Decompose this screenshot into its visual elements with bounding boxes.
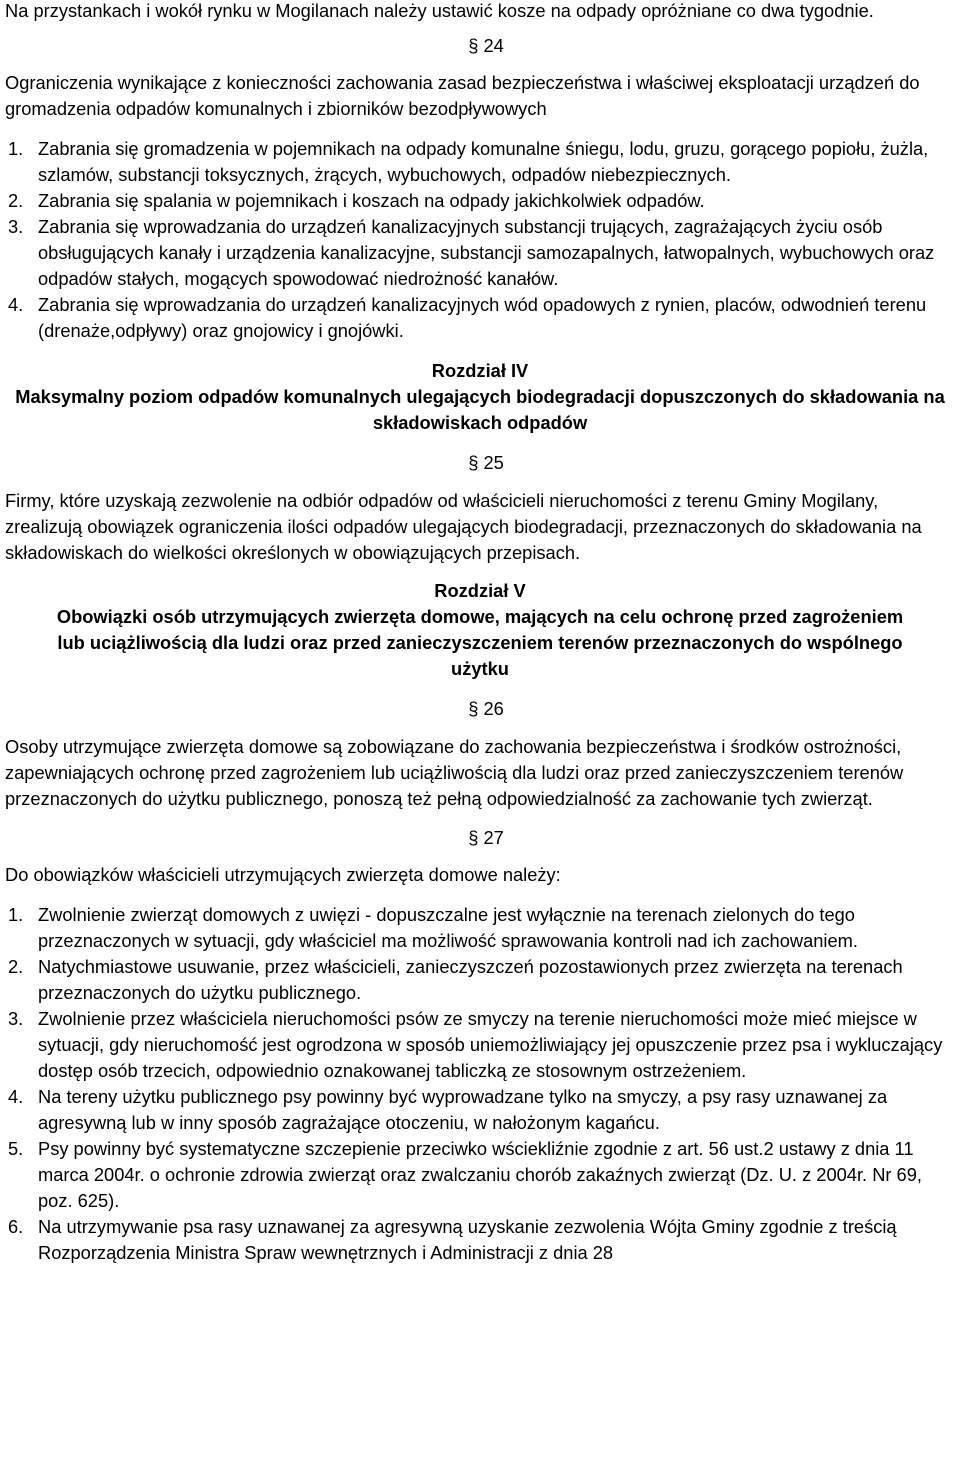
chapter-5-title: Obowiązki osób utrzymujących zwierzęta domowe, mających na celu ochronę przed zagrożeniem lub uciążliwością dla ludzi oraz przed zanieczyszczeniem terenów przeznaczonych do wspólnego użytku <box>56 606 904 679</box>
list-item-text: Na utrzymywanie psa rasy uznawanej za agresywną uzyskanie zezwolenia Wójta Gminy zgodnie z treścią Rozporządzenia Ministra Spraw wewnętrznych i Administracji z dnia 28 <box>38 1216 897 1263</box>
list-item-text: Zabrania się spalania w pojemnikach i koszach na odpady jakichkolwiek odpadów. <box>38 190 705 211</box>
section-24-mark: § 24 <box>468 35 504 56</box>
list-item-text: Zwolnienie zwierząt domowych z uwięzi - dopuszczalne jest wyłącznie na terenach zielonych do tego przeznaczonych w sytuacji, gdy właściciel ma możliwość sprawowania kontroli nad ich zachowaniem. <box>38 904 858 951</box>
list-item-number: 4. <box>8 1086 24 1107</box>
list-item <box>5 1084 955 1136</box>
list-item-text: Zabrania się gromadzenia w pojemnikach na odpady komunalne śniegu, lodu, gruzu, gorącego popiołu, żużla, szlamów, substancji toksycznych, żrących, wybuchowych, odpadów niebezpiecznych. <box>38 138 929 185</box>
section-24-title: Ograniczenia wynikające z konieczności zachowania zasad bezpieczeństwa i właściwej eksploatacji urządzeń do gromadzenia odpadów komunalnych i zbiorników bezodpływowych <box>5 72 920 119</box>
document-page <box>5 0 955 1266</box>
list-item-number: 2. <box>8 956 24 977</box>
list-item-number: 4. <box>8 294 24 315</box>
list-item-text: Zwolnienie przez właściciela nieruchomości psów ze smyczy na terenie nieruchomości może mieć miejsce w sytuacji, gdy nieruchomość jest ogrodzona w sposób uniemożliwiający jej opuszczenie przez psa i wykluczający dostęp osób trzecich, odpowiednio oznakowanej tabliczką ze stosownym ostrzeżeniem. <box>38 1008 943 1081</box>
section-26-paragraph: Osoby utrzymujące zwierzęta domowe są zobowiązane do zachowania bezpieczeństwa i środków ostrożności, zapewniających ochronę przed zagrożeniem lub uciążliwością dla ludzi oraz przed zanieczyszczeniem terenów przeznaczonych do użytku publicznego, ponoszą też pełną odpowiedzialność za zachowanie tych zwierząt. <box>5 736 904 809</box>
list-item <box>5 188 955 214</box>
list-item <box>5 902 955 954</box>
chapter-4-label: Rozdział IV <box>431 360 529 381</box>
intro-paragraph: Na przystankach i wokół rynku w Mogilanach należy ustawić kosze na odpady opróżniane co dwa tygodnie. <box>5 0 874 21</box>
chapter-4-title: Maksymalny poziom odpadów komunalnych ulegających biodegradacji dopuszczonych do składowania na składowiskach odpadów <box>15 386 945 433</box>
chapter-5-label: Rozdział V <box>434 580 526 601</box>
list-item-number: 3. <box>8 216 24 237</box>
list-item <box>5 954 955 1006</box>
list-item-text: Natychmiastowe usuwanie, przez właścicieli, zanieczyszczeń pozostawionych przez zwierzęta na terenach przeznaczonych do użytku publicznego. <box>38 956 903 1003</box>
list-item <box>5 1214 955 1266</box>
list-item <box>5 136 955 188</box>
list-item <box>5 1006 955 1084</box>
section-24-list <box>5 136 955 344</box>
list-item-number: 1. <box>8 904 24 925</box>
list-item <box>5 214 955 292</box>
list-item-text: Psy powinny być systematyczne szczepienie przeciwko wściekliźnie zgodnie z art. 56 ust.2 ustawy z dnia 11 marca 2004r. o ochronie zdrowia zwierząt oraz zwalczaniu chorób zakaźnych zwierząt (Dz. U. z 2004r. Nr 69, poz. 625). <box>38 1138 922 1211</box>
list-item <box>5 292 955 344</box>
list-item-text: Zabrania się wprowadzania do urządzeń kanalizacyjnych substancji trujących, zagrażających życiu osób obsługujących kanały i urządzenia kanalizacyjne, substancji samozapalnych, łatwopalnych, wybuchowych oraz odpadów stałych, mogących spowodować niedrożność kanałów. <box>38 216 935 289</box>
section-27-intro: Do obowiązków właścicieli utrzymujących zwierzęta domowe należy: <box>5 864 561 885</box>
section-26-mark: § 26 <box>468 698 504 719</box>
section-25-paragraph: Firmy, które uzyskają zezwolenie na odbiór odpadów od właścicieli nieruchomości z terenu Gminy Mogilany, zrealizują obowiązek ograniczenia ilości odpadów ulegających biodegradacji, przeznaczonych do składowania na składowiskach do wielkości określonych w obowiązujących przepisach. <box>5 490 922 563</box>
section-27-mark: § 27 <box>468 827 504 848</box>
section-25-mark: § 25 <box>468 452 504 473</box>
list-item-number: 1. <box>8 138 24 159</box>
list-item-number: 2. <box>8 190 24 211</box>
list-item-number: 3. <box>8 1008 24 1029</box>
list-item-text: Zabrania się wprowadzania do urządzeń kanalizacyjnych wód opadowych z rynien, placów, odwodnień terenu (drenaże,odpływy) oraz gnojowicy i gnojówki. <box>38 294 927 341</box>
list-item-number: 6. <box>8 1216 24 1237</box>
list-item-text: Na tereny użytku publicznego psy powinny być wyprowadzane tylko na smyczy, a psy rasy uznawanej za agresywną lub w inny sposób zagrażające otoczeniu, w nałożonym kagańcu. <box>38 1086 888 1133</box>
list-item <box>5 1136 955 1214</box>
list-item-number: 5. <box>8 1138 24 1159</box>
section-27-list <box>5 902 955 1266</box>
